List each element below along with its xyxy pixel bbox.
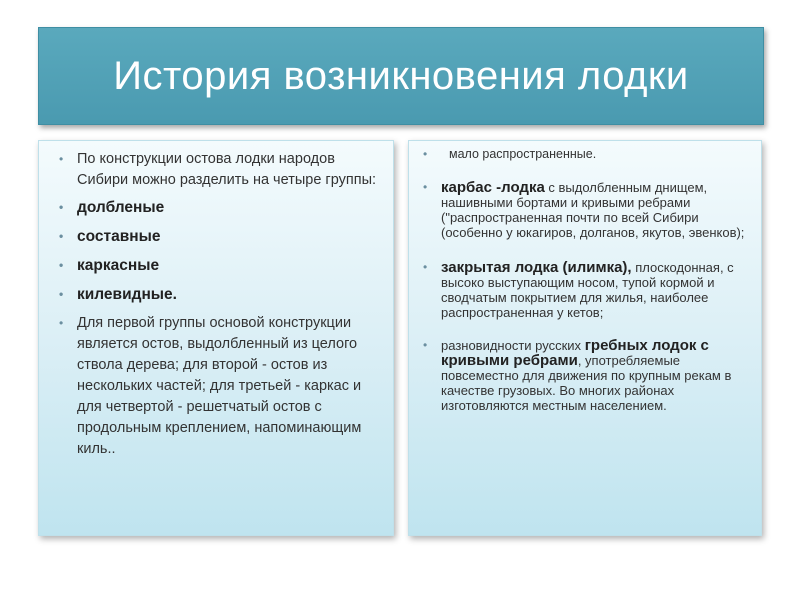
ilimka-text: плоскодонная, с высоко выступающим носом, тупой кормой и сводчатым покрытием для жилья, наиболее распространенная у кетов; bbox=[441, 260, 734, 320]
right-panel bbox=[408, 140, 762, 536]
list-item-rare: • мало распространенные. bbox=[423, 147, 751, 162]
ilimka-term: закрытая лодка (илимка), bbox=[441, 259, 632, 276]
rowing-prefix: разновидности русских bbox=[441, 338, 585, 353]
rowing-text: , употребляемые повсеместно для движения по крупным рекам в качестве грузовых. Во многих районах изготовляются местным населением. bbox=[441, 353, 732, 413]
description-item: • Для первой группы основой конструкции является остов, выдолбленный из целого ствола дерева; для второй - остов из нескольких частей; для третьей - каркас и для четвертой - решетчатый остов с продольным креплением, напоминающим киль.. bbox=[59, 313, 383, 460]
karbas-term: карбас -лодка bbox=[441, 179, 545, 196]
list-item-rowing-boats bbox=[423, 338, 751, 413]
group-item-4: • килевидные. bbox=[59, 284, 383, 305]
group-item-2: • составные bbox=[59, 226, 383, 247]
page-title: История возникновения лодки bbox=[113, 53, 689, 98]
list-item-ilimka bbox=[423, 260, 751, 320]
title-bar bbox=[38, 27, 764, 125]
rowing-term: гребных лодок с кривыми ребрами bbox=[441, 337, 709, 369]
group-item-1: • долбленые bbox=[59, 197, 383, 218]
left-panel bbox=[38, 140, 394, 536]
right-list bbox=[423, 147, 751, 413]
group-item-3: • каркасные bbox=[59, 255, 383, 276]
left-list bbox=[59, 149, 383, 460]
intro-item: • По конструкции остова лодки народов Сибири можно разделить на четыре группы: bbox=[59, 149, 383, 191]
karbas-text: с выдолбленным днищем, нашивными бортами и кривыми ребрами ("распространенная почти по всей Сибири (особенно у юкагиров, долганов, якутов, эвенков); bbox=[441, 180, 745, 240]
list-item-karbas bbox=[423, 180, 751, 240]
